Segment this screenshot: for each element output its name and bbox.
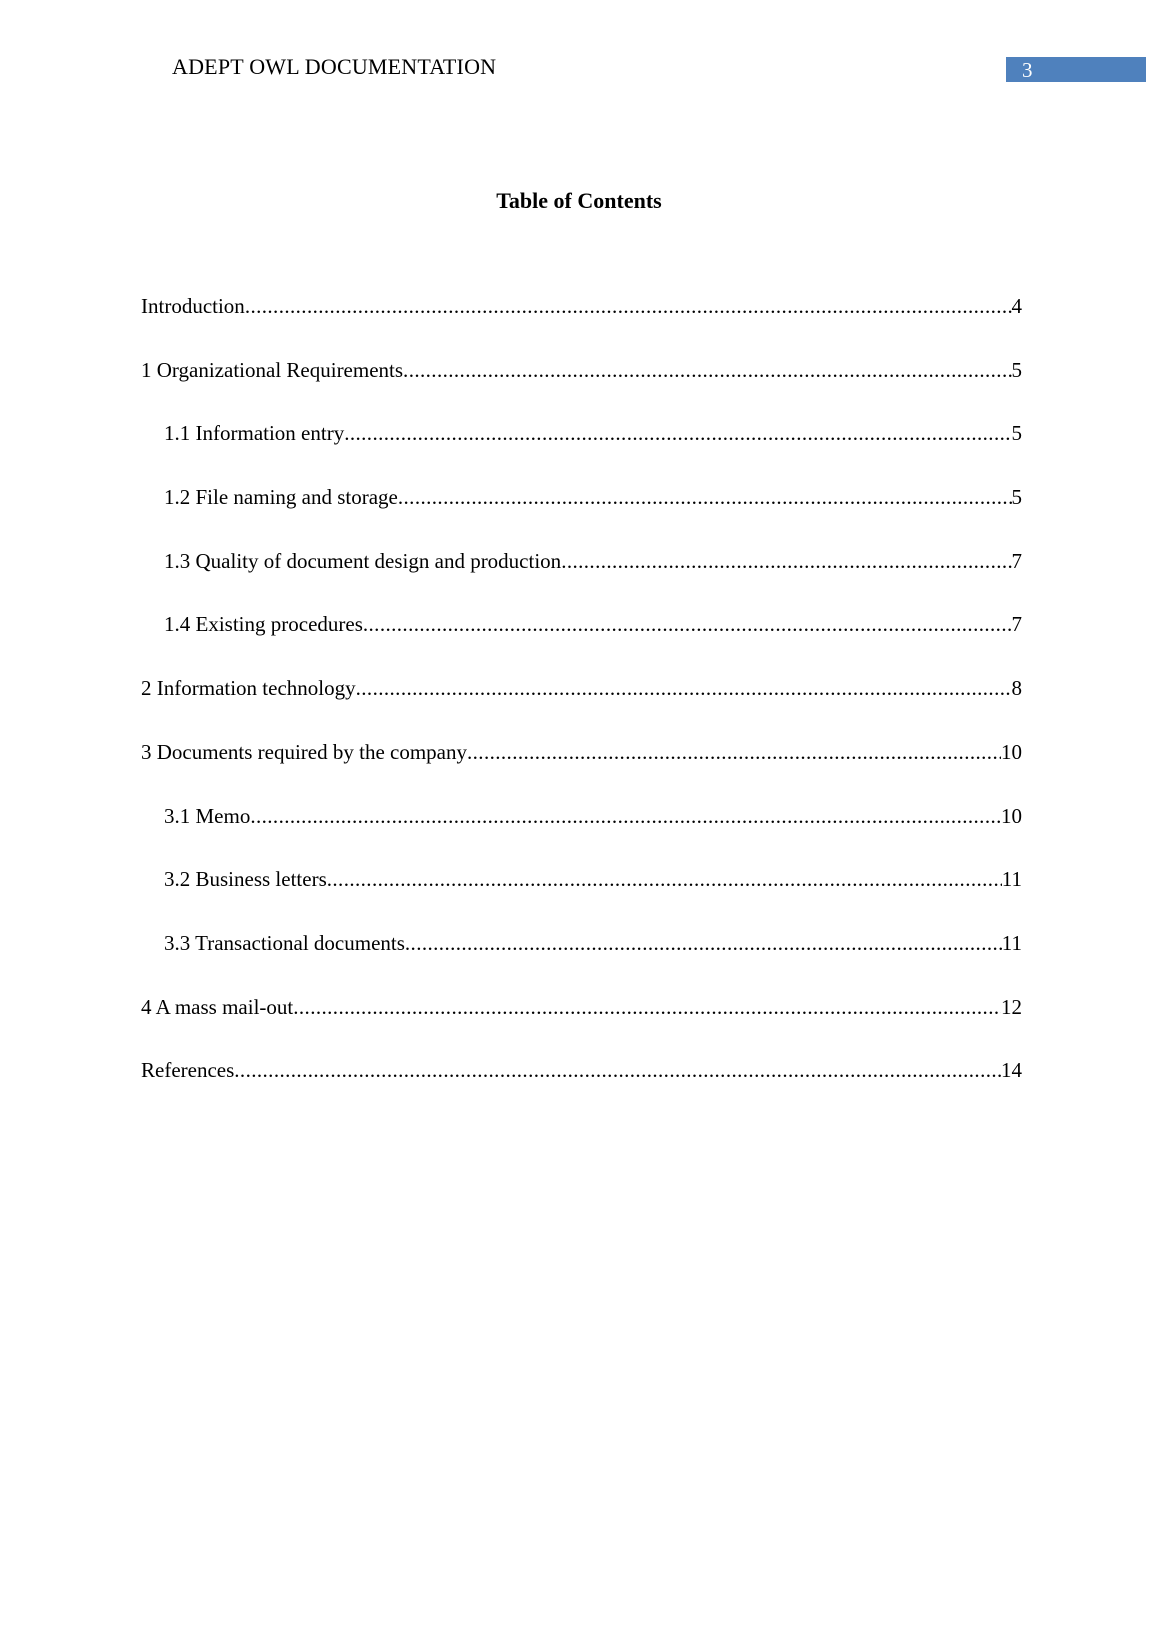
toc-entry-label: 1.2 File naming and storage [164,485,398,510]
toc-entry-page: 5 [1011,485,1022,510]
toc-title: Table of Contents [496,188,662,213]
toc-entry-label: 1 Organizational Requirements [141,357,404,382]
dot-leader [327,865,1002,893]
toc-entry-business-letters[interactable] [141,865,1022,929]
toc-entry-documents-required[interactable] [141,738,1022,802]
toc-entry-page: 10 [1001,803,1022,828]
toc-entry-page: 4 [1011,294,1022,318]
dot-leader [561,547,1011,575]
dot-leader [405,929,1002,957]
toc-entry-existing-procedures[interactable] [141,610,1022,674]
toc-entry-label: 1.4 Existing procedures [164,612,363,637]
running-head: ADEPT OWL DOCUMENTATION [172,54,497,79]
toc-entry-page: 11 [1001,930,1022,955]
toc-entry-label: 3.2 Business letters [164,867,327,892]
toc-entry-page: 14 [1001,1058,1022,1083]
toc-entry-mass-mail-out[interactable] [141,993,1022,1057]
toc-entry-file-naming-and-storage[interactable] [141,483,1022,547]
dot-leader [293,993,1001,1021]
toc-entry-label: 2 Information technology [141,676,356,701]
dot-leader [250,802,1001,830]
toc-entry-page: 8 [1011,676,1022,701]
toc-entry-transactional-documents[interactable] [141,929,1022,993]
toc-entry-label: 4 A mass mail-out [141,994,294,1019]
toc-entry-label: 1.3 Quality of document design and production [164,548,562,573]
toc-entry-label: References [141,1058,235,1083]
toc-entry-quality-of-document-design[interactable] [141,547,1022,611]
toc-entry-information-entry[interactable] [141,419,1022,483]
toc-entry-page: 7 [1011,548,1022,573]
toc-entry-page: 7 [1011,612,1022,637]
page-number-badge: 3 [1006,57,1146,82]
toc-entry-introduction[interactable] [141,292,1022,356]
toc-entry-references[interactable] [141,1056,1022,1120]
toc-entry-page: 12 [1001,994,1022,1019]
toc-entry-page: 11 [1001,867,1022,892]
toc-entry-label: 3 Documents required by the company [141,739,467,764]
dot-leader [344,419,1011,447]
toc-entry-label: 3.3 Transactional documents [164,930,405,955]
dot-leader [467,738,1001,766]
toc-entry-label: 1.1 Information entry [164,421,345,446]
toc-entry-organizational-requirements[interactable] [141,356,1022,420]
dot-leader [398,483,1012,511]
toc-entry-page: 10 [1001,739,1022,764]
toc-entry-information-technology[interactable] [141,674,1022,738]
toc-entry-label: Introduction [141,294,245,318]
table-of-contents [141,292,1022,1120]
dot-leader [356,674,1012,702]
dot-leader [245,292,1012,320]
dot-leader [234,1056,1001,1084]
toc-entry-page: 5 [1011,421,1022,446]
toc-entry-label: 3.1 Memo [164,803,251,828]
dot-leader [363,610,1012,638]
toc-entry-page: 5 [1011,357,1022,382]
toc-entry-memo[interactable] [141,802,1022,866]
dot-leader [403,356,1011,384]
